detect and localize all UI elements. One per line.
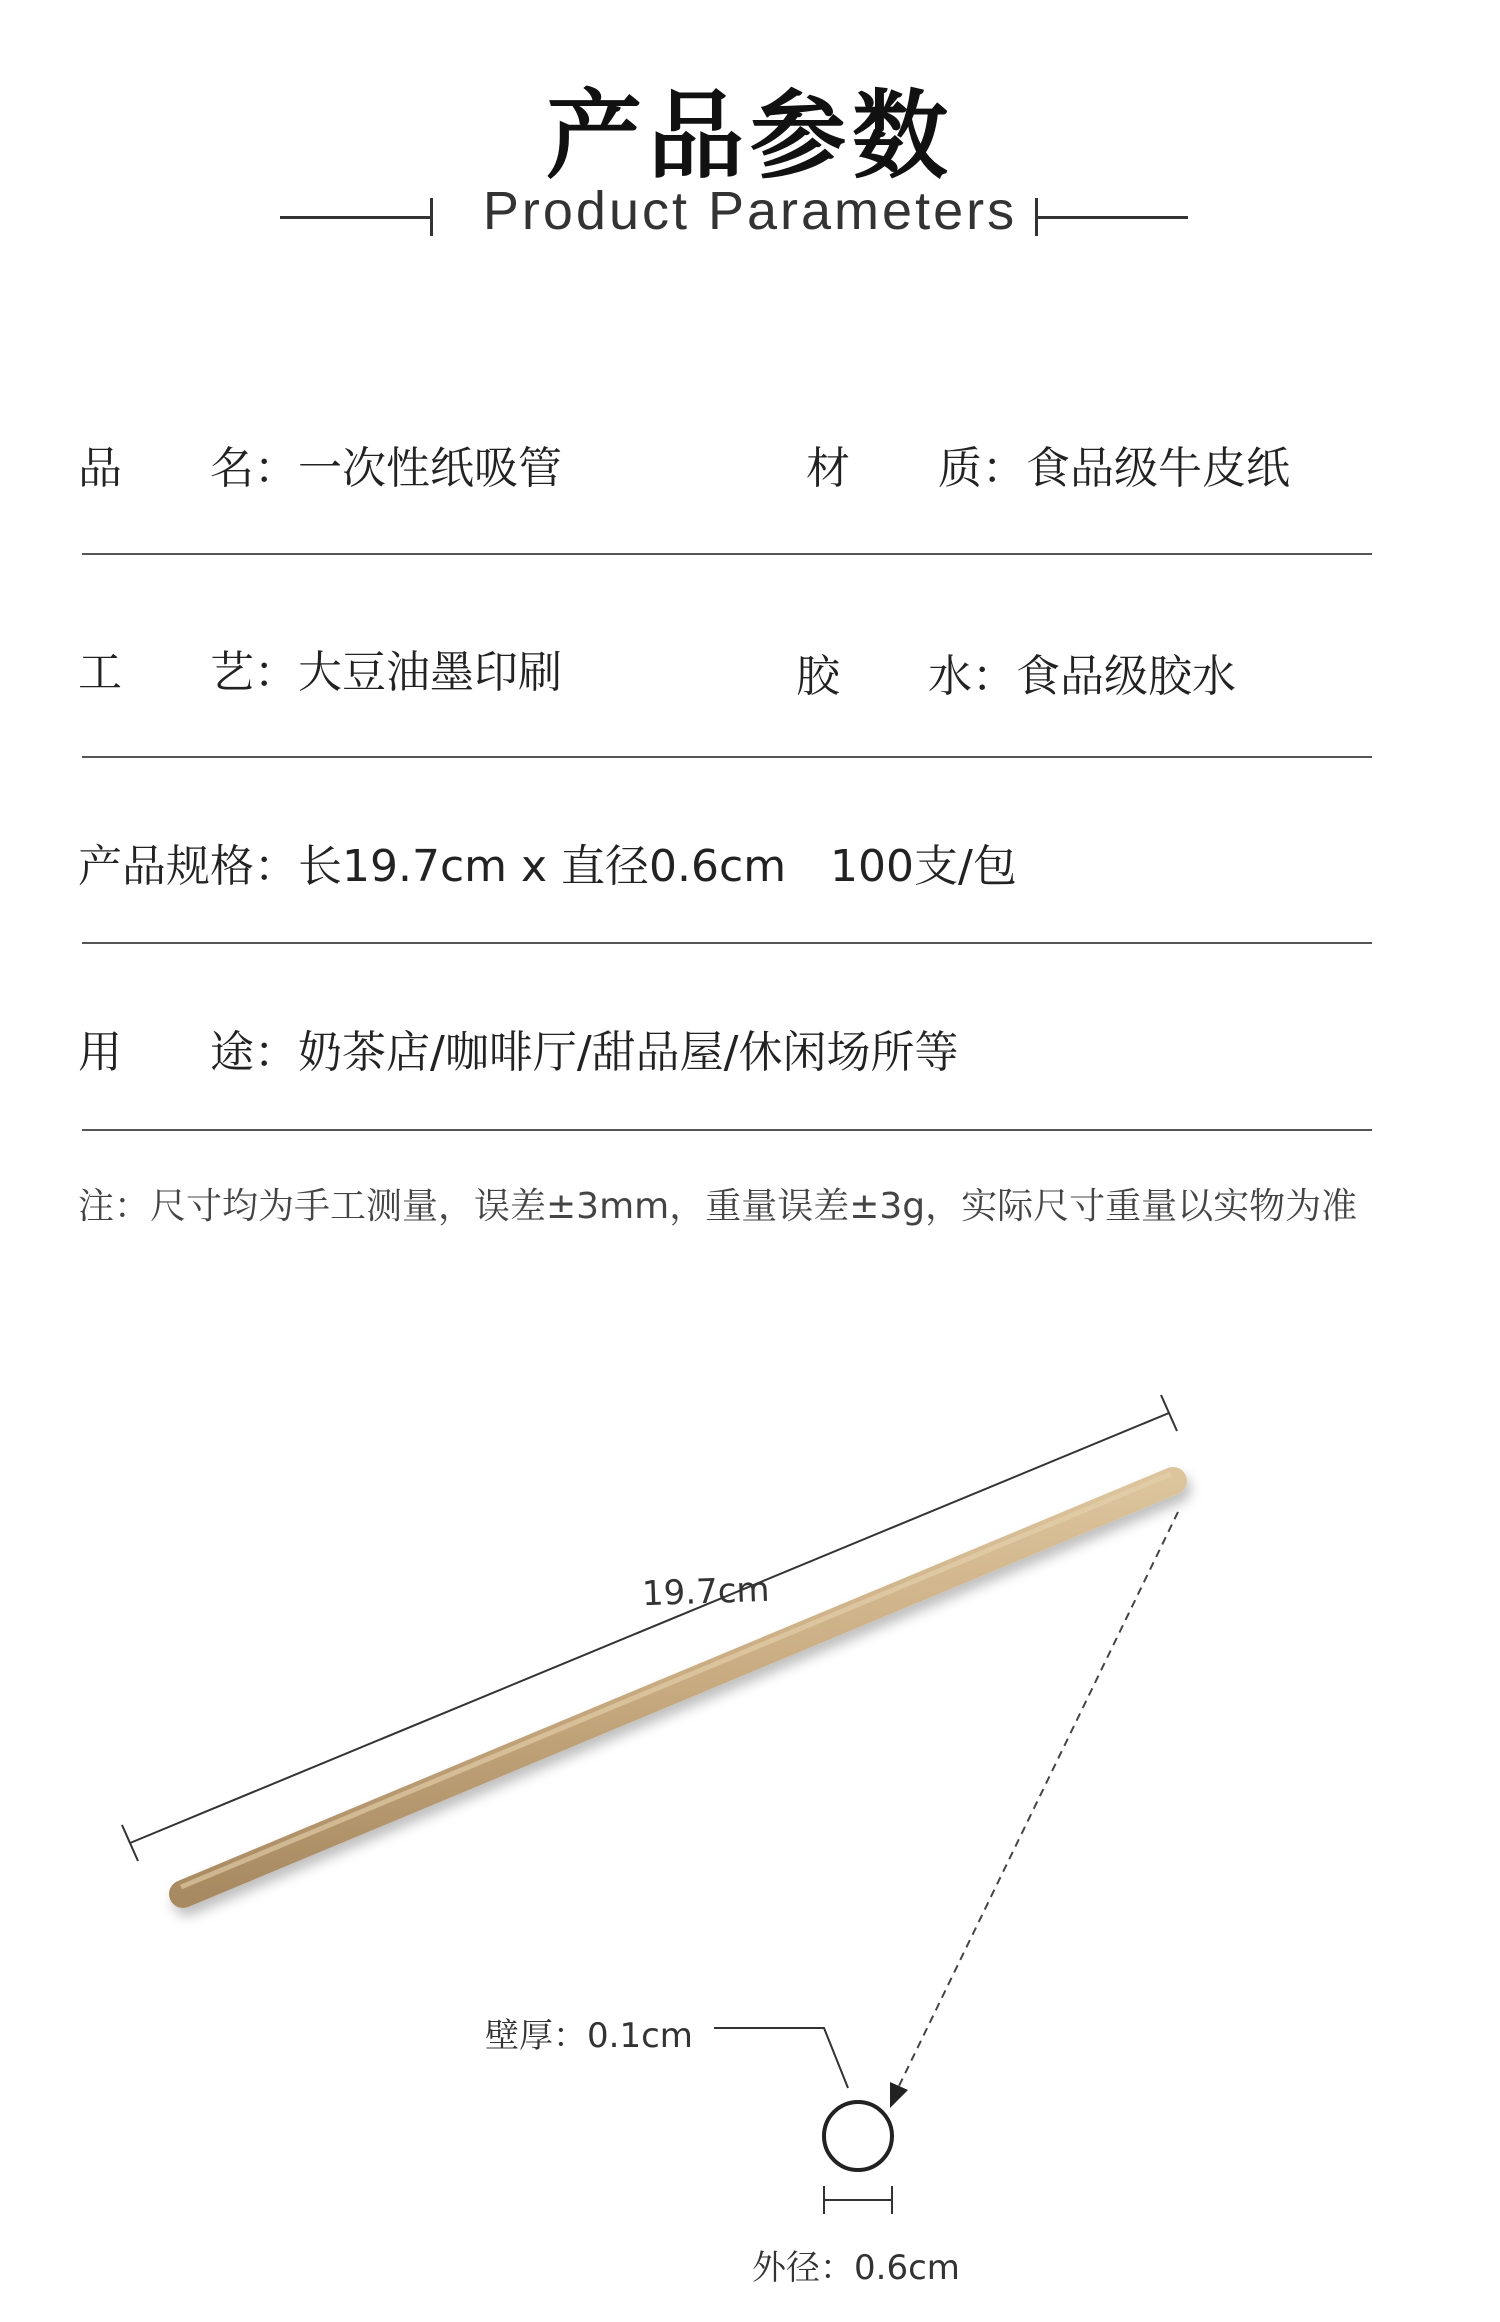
outer-diameter-label: 外径：0.6cm (752, 2248, 960, 2288)
param-process-label: 工 艺： (78, 647, 298, 698)
param-process-value: 大豆油墨印刷 (298, 647, 562, 698)
wall-leader-line (714, 2028, 848, 2088)
param-spec-value: 长19.7cm x 直径0.6cm 100支/包 (298, 841, 1017, 892)
param-name-label: 品 名： (78, 443, 298, 494)
length-label: 19.7cm (641, 1569, 771, 1615)
straw-cross-section (824, 2102, 892, 2170)
param-glue-label: 胶 水： (796, 651, 1016, 702)
param-material-label: 材 质： (806, 443, 1026, 494)
param-use-label: 用 途： (78, 1027, 298, 1078)
param-spec-label: 产品规格： (78, 841, 298, 892)
straw-body (183, 1481, 1173, 1894)
page-subtitle: Product Parameters (482, 181, 1018, 241)
param-material-value: 食品级牛皮纸 (1026, 443, 1290, 494)
measurement-note: 注：尺寸均为手工测量，误差±3mm，重量误差±3g，实际尺寸重量以实物为准 (78, 1186, 1358, 1227)
diameter-dimension (824, 2186, 892, 2214)
length-dimension-line (130, 1413, 1169, 1843)
length-dimension-tick-right (1161, 1395, 1177, 1431)
straw-highlight (181, 1474, 1171, 1887)
page-title: 产品参数 (546, 80, 954, 192)
param-use-value: 奶茶店/咖啡厅/甜品屋/休闲场所等 (298, 1027, 959, 1078)
paper-straw (181, 1474, 1173, 1894)
section-arrow (890, 1512, 1178, 2108)
wall-thickness-label: 壁厚：0.1cm (485, 2016, 693, 2056)
section-arrow-line (898, 1512, 1178, 2088)
section-arrow-head (890, 2082, 908, 2108)
param-name-value: 一次性纸吸管 (298, 443, 562, 494)
length-dimension-tick-left (122, 1825, 138, 1861)
param-glue-value: 食品级胶水 (1016, 651, 1236, 702)
length-dimension (122, 1395, 1177, 1861)
